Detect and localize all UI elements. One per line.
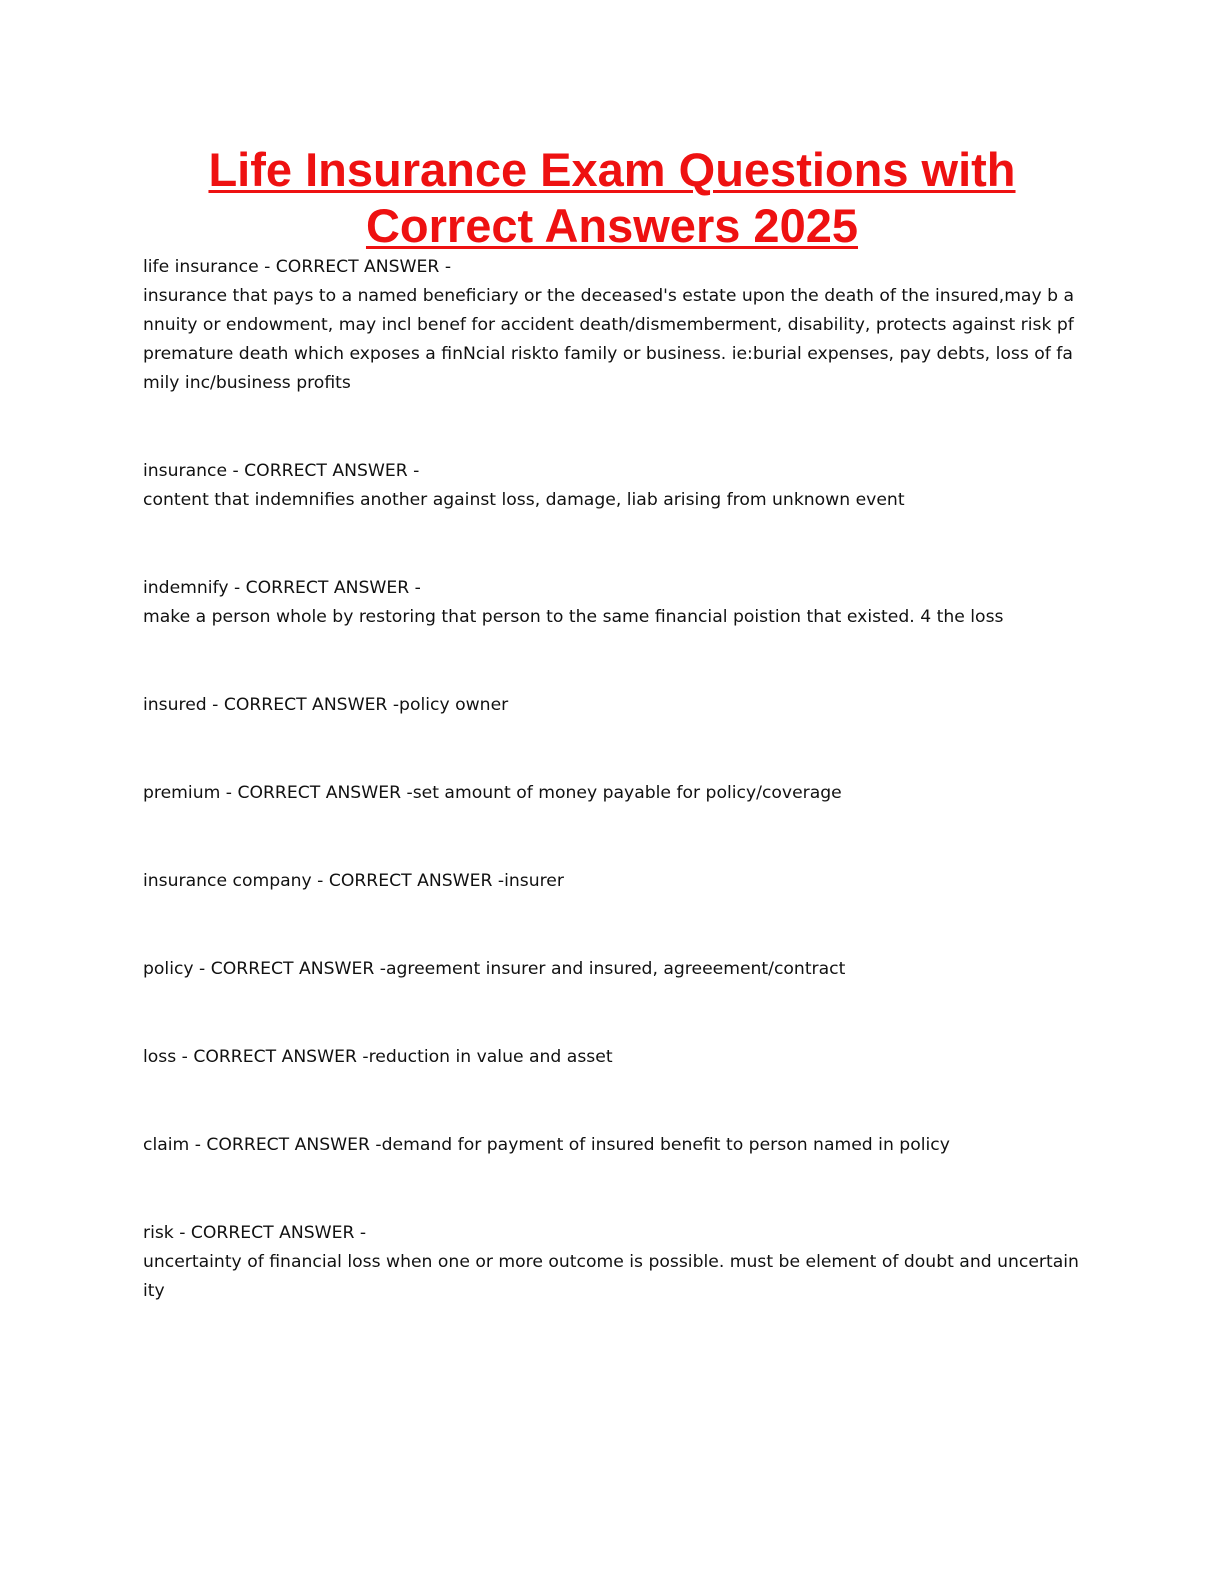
qa-entry-life-insurance bbox=[143, 253, 1083, 398]
qa-entry-indemnify bbox=[143, 574, 1083, 632]
qa-entry-insurance bbox=[143, 457, 1083, 515]
entry-definition: agreement insurer and insured, agreeement/contract bbox=[385, 959, 846, 979]
entry-term: life insurance - CORRECT ANSWER - bbox=[143, 257, 452, 277]
entry-definition: insurance that pays to a named beneficiary or the deceased's estate upon the death of the insured,may b annuity or endowment, may incl benef for accident death/dismemberment, disability, protects against risk pf premature death which exposes a finNcial riskto family or business. ie:burial expenses, pay debts, loss of family inc/business profits bbox=[143, 286, 1075, 393]
document-title bbox=[130, 142, 1094, 254]
title-line-2: Correct Answers 2025 bbox=[365, 199, 858, 252]
qa-entry-claim bbox=[143, 1131, 1083, 1160]
qa-entry-risk bbox=[143, 1219, 1083, 1306]
qa-entry-premium bbox=[143, 779, 1083, 808]
qa-entry-policy bbox=[143, 955, 1083, 984]
entry-definition: content that indemnifies another against loss, damage, liab arising from unknown event bbox=[143, 490, 905, 510]
entry-definition: set amount of money payable for policy/coverage bbox=[412, 783, 842, 803]
entry-definition: policy owner bbox=[399, 695, 509, 715]
entry-term: insurance - CORRECT ANSWER - bbox=[143, 461, 420, 481]
entry-term: claim - CORRECT ANSWER - bbox=[143, 1135, 382, 1155]
entry-term: risk - CORRECT ANSWER - bbox=[143, 1223, 367, 1243]
entry-definition: demand for payment of insured benefit to person named in policy bbox=[381, 1135, 950, 1155]
entry-term: premium - CORRECT ANSWER - bbox=[143, 783, 413, 803]
entry-definition: reduction in value and asset bbox=[368, 1047, 613, 1067]
title-line-1: Life Insurance Exam Questions with bbox=[208, 143, 1016, 196]
entry-term: indemnify - CORRECT ANSWER - bbox=[143, 578, 421, 598]
entry-definition: make a person whole by restoring that person to the same financial poistion that existed. 4 the loss bbox=[143, 607, 1004, 627]
entry-term: insured - CORRECT ANSWER - bbox=[143, 695, 400, 715]
entry-term: insurance company - CORRECT ANSWER - bbox=[143, 871, 505, 891]
qa-entry-insurance-company bbox=[143, 867, 1083, 896]
entry-term: policy - CORRECT ANSWER - bbox=[143, 959, 386, 979]
entry-definition: uncertainty of financial loss when one or more outcome is possible. must be element of doubt and uncertainity bbox=[143, 1252, 1079, 1301]
entry-term: loss - CORRECT ANSWER - bbox=[143, 1047, 369, 1067]
qa-entry-insured bbox=[143, 691, 1083, 720]
qa-entry-loss bbox=[143, 1043, 1083, 1072]
entry-definition: insurer bbox=[504, 871, 564, 891]
qa-list bbox=[143, 253, 1083, 1306]
